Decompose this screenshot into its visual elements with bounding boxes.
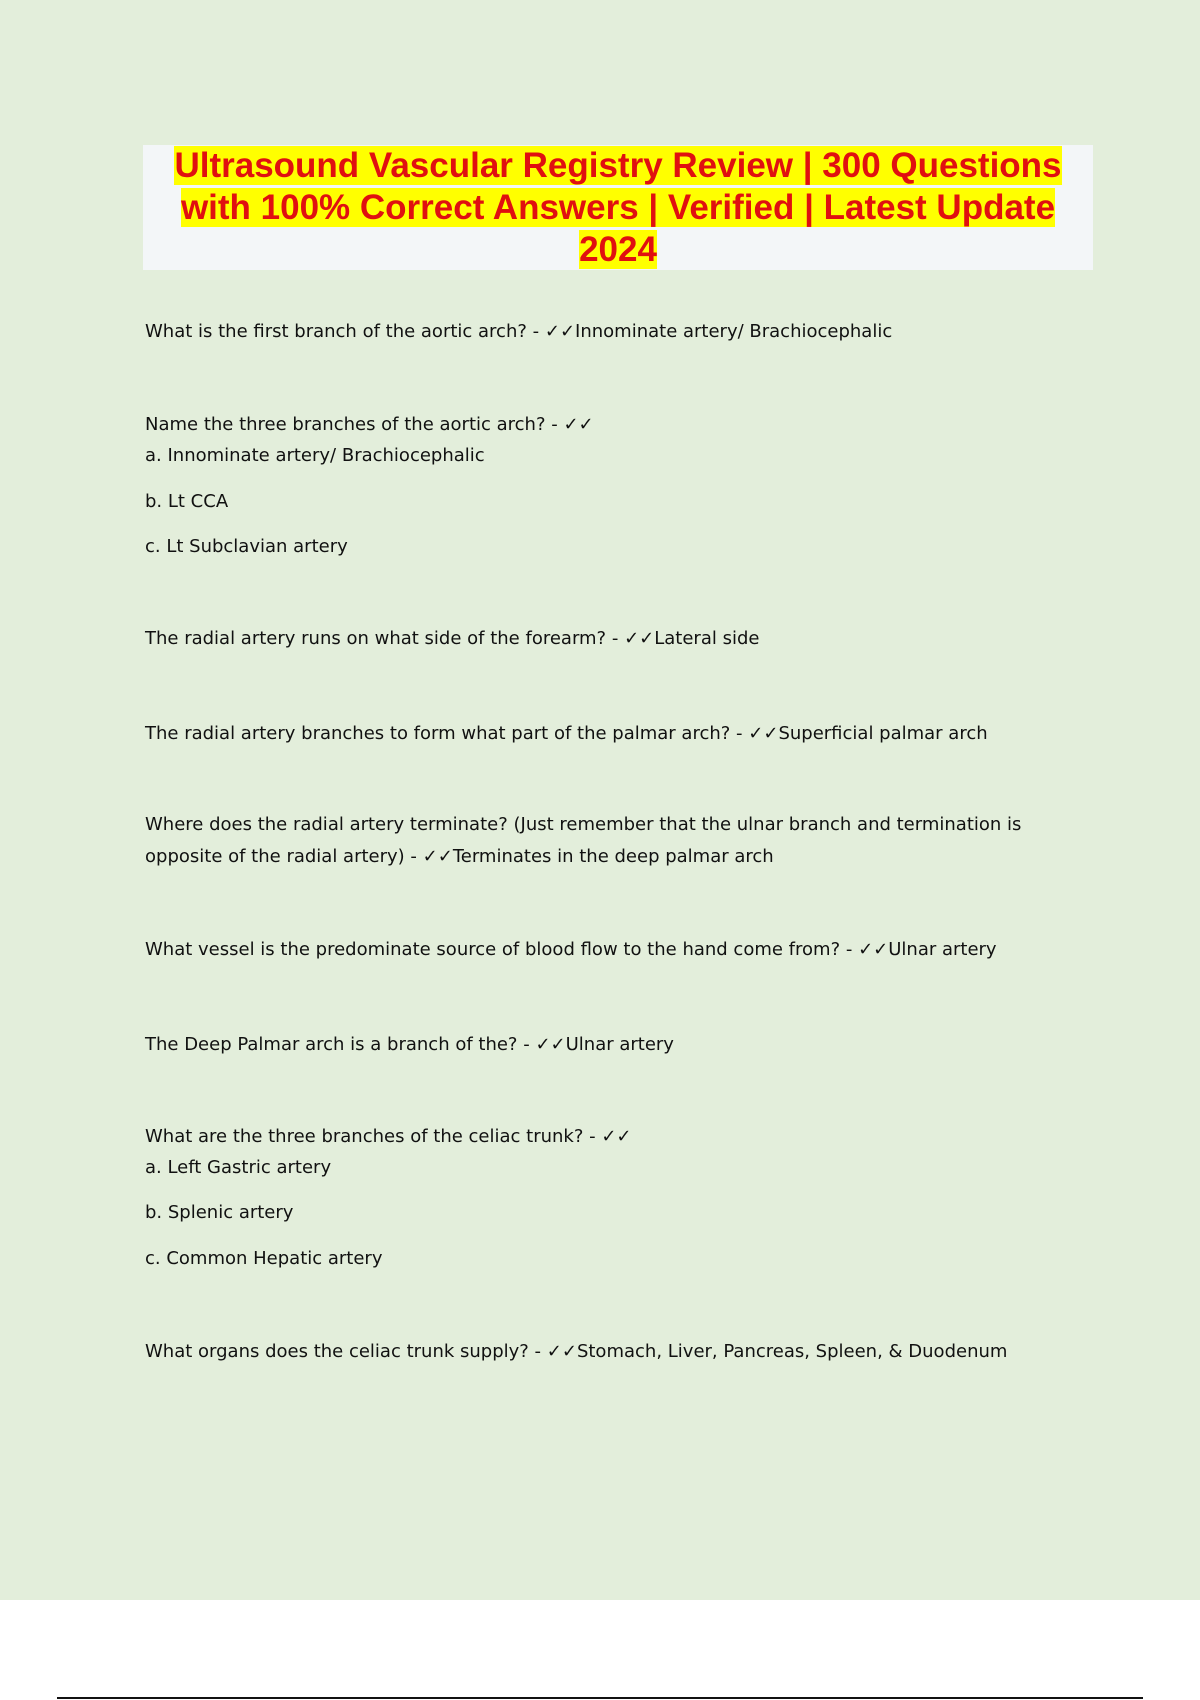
qa-item-5 [145,809,1045,873]
answer-text: Innominate artery/ Brachiocephalic [575,321,893,342]
question-text: The Deep Palmar arch is a branch of the? - [145,1034,536,1055]
qa-item-6 [145,934,1065,966]
answer-text: Terminates in the deep palmar arch [452,846,774,867]
check-marks: ✓✓ [601,1126,632,1147]
question-text: The radial artery branches to form what part of the palmar arch? - [145,723,749,744]
check-marks: ✓✓ [422,846,453,867]
check-marks: ✓✓ [858,939,889,960]
qa-item-2 [145,409,1065,441]
answer-text: Ulnar artery [888,939,997,960]
check-marks: ✓✓ [563,414,594,435]
answer-text: Ulnar artery [565,1034,674,1055]
answer-option: b. Splenic artery [145,1202,294,1223]
question-text: Where does the radial artery terminate? (Just remember that the ulnar branch and termination is opposite of the radial artery) - [145,814,1022,867]
question-text: Name the three branches of the aortic arch? - [145,414,564,435]
qa-item-7 [145,1029,1065,1061]
question-text: What is the first branch of the aortic arch? - [145,321,545,342]
qa-item-4 [145,718,1065,750]
answer-option: a. Left Gastric artery [145,1157,332,1178]
answer-option: c. Lt Subclavian artery [145,536,348,557]
question-text: What are the three branches of the celiac trunk? - [145,1126,602,1147]
check-marks: ✓✓ [748,723,779,744]
qa-item-8 [145,1121,1065,1153]
qa-item-9 [145,1336,1065,1368]
qa-item-3 [145,623,1065,655]
check-marks: ✓✓ [546,1341,577,1362]
answer-text: Lateral side [654,628,760,649]
check-marks: ✓✓ [624,628,655,649]
document-title-box [143,145,1093,270]
answer-text: Stomach, Liver, Pancreas, Spleen, & Duodenum [576,1341,1008,1362]
question-text: What organs does the celiac trunk supply? - [145,1341,547,1362]
answer-option: b. Lt CCA [145,491,229,512]
check-marks: ✓✓ [544,321,576,342]
document-title: Ultrasound Vascular Registry Review | 300 Questions with 100% Correct Answers | Verified | Latest Update 2024 [174,146,1062,269]
question-text: What vessel is the predominate source of blood flow to the hand come from? - [145,939,859,960]
check-marks: ✓✓ [535,1034,566,1055]
question-text: The radial artery runs on what side of the forearm? - [145,628,625,649]
answer-text: Superficial palmar arch [778,723,988,744]
footer-divider [57,1697,1143,1699]
answer-option: a. Innominate artery/ Brachiocephalic [145,445,485,466]
answer-option: c. Common Hepatic artery [145,1248,383,1269]
qa-item-1 [145,316,1065,348]
